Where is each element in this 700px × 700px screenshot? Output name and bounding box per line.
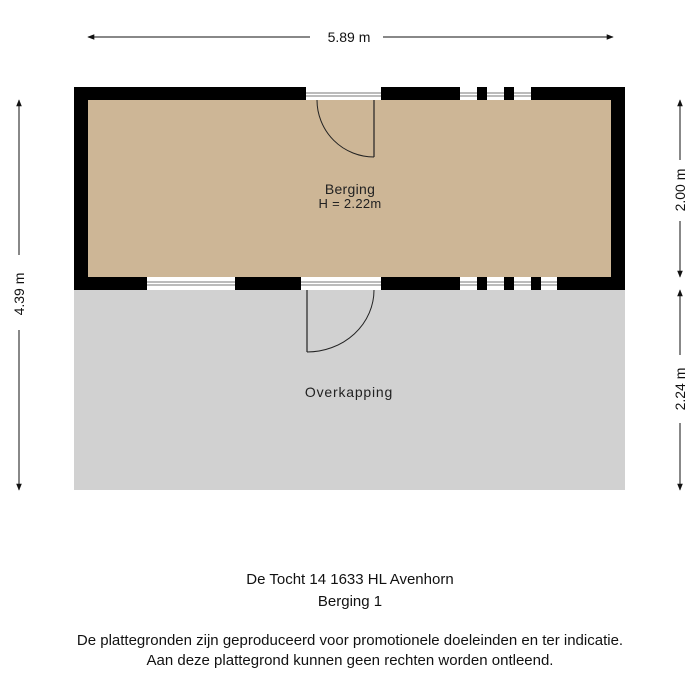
berging-height-dim-label: 2.00 m [672,168,688,212]
width-dimension-label: 5.89 m [327,29,371,45]
berging-height-label: H = 2.22m [318,196,382,211]
berging-label: Berging [324,181,376,197]
total-height-dimension [11,100,27,490]
berging-height-dimension [672,100,688,277]
floor-caption: Berging 1 [317,593,383,610]
bottom-door-opening [301,277,381,290]
bottom-window-left [147,277,235,290]
disclaimer-line-2: Aan deze plattegrond kunnen geen rechten worden ontleend. [146,652,554,669]
overkapping-height-dim-label: 2.24 m [672,367,688,411]
width-dimension [88,29,613,45]
top-door-opening [306,87,381,100]
top-window-right [460,87,531,100]
disclaimer-line-1: De plattegronden zijn geproduceerd voor promotionele doeleinden en ter indicatie. [76,632,624,649]
total-height-label: 4.39 m [11,272,27,316]
address-caption: De Tocht 14 1633 HL Avenhorn [246,571,454,588]
overkapping-label: Overkapping [304,384,394,400]
overkapping-height-dimension [672,290,688,490]
